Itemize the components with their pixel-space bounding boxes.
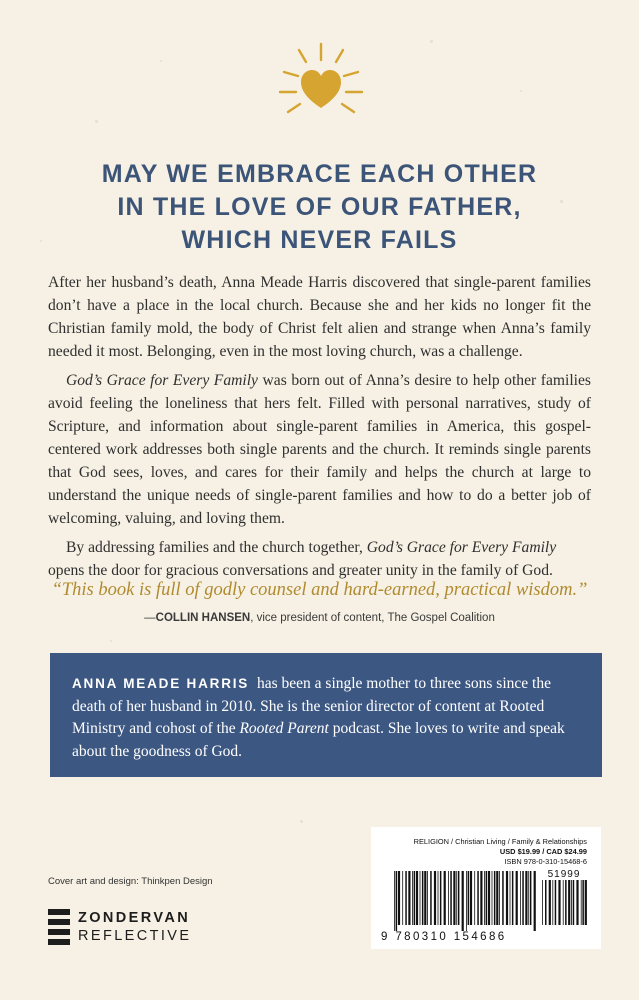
- heart-sun-icon: [276, 40, 366, 120]
- headline: [0, 158, 639, 257]
- barcode-bar: [512, 871, 514, 925]
- barcode-bar: [549, 880, 551, 925]
- barcode-bar: [502, 871, 504, 925]
- barcode-bar: [516, 871, 518, 925]
- barcode-bar: [416, 871, 418, 925]
- paper-speck: [520, 90, 522, 92]
- description-paragraph: After her husband’s death, Anna Meade Harris discovered that single-parent families don’t have a place in the local church. Because she and her kids no longer fit the Christian family mold, the body of Christ felt alien and strange when Anna’s family needed it most. Belonging, even in the most loving church, was a challenge.: [48, 274, 591, 360]
- paragraph-text: was born out of Anna’s desire to help other families avoid feeling the loneliness that hers felt. Filled with personal narratives, study of Scripture, and information about single-parent families in America, this gospel-centered work addresses both single parents and the church. It reminds single parents that God sees, loves, and cares for their family and helps the church at large to understand the unique needs of single-parent families and how to do a better job of welcoming, valuing, and loving them.: [48, 372, 591, 527]
- publisher-imprint: REFLECTIVE: [78, 928, 192, 944]
- barcode-bar: [444, 871, 446, 925]
- barcode-bar: [571, 880, 572, 925]
- barcode-bar: [450, 871, 452, 925]
- barcode-bar: [484, 871, 485, 925]
- barcode-bar: [563, 880, 564, 925]
- barcode-bar: [528, 871, 529, 925]
- barcode-bar: [427, 871, 428, 925]
- barcode-bar: [424, 871, 426, 925]
- headline-line: IN THE LOVE OF OUR FATHER,: [117, 193, 522, 221]
- paper-speck: [95, 120, 98, 123]
- price-addon-number: 51999: [547, 869, 581, 880]
- barcode-number: 9 780310 154686: [381, 931, 507, 943]
- barcode-bar: [468, 871, 470, 925]
- barcode-bar: [568, 880, 570, 925]
- barcode-bar: [412, 871, 413, 925]
- attribution-dash: —: [144, 612, 156, 624]
- barcode-bar: [414, 871, 416, 925]
- paper-speck: [430, 40, 433, 43]
- barcode-bar: [499, 871, 500, 925]
- barcode-bar: [510, 871, 511, 925]
- author-name: ANNA MEADE HARRIS: [72, 676, 250, 691]
- barcode-bar: [430, 871, 432, 925]
- barcode-bar: [422, 871, 424, 925]
- publisher-name: ZONDERVAN: [78, 910, 191, 926]
- isbn: ISBN 978-0-310-15468-6: [504, 857, 587, 866]
- barcode-bar: [576, 880, 578, 925]
- barcode-bar: [488, 871, 490, 925]
- barcode-bar: [542, 880, 543, 925]
- design-credits: Cover art and design: Thinkpen Design: [48, 876, 213, 887]
- barcode-bar: [477, 871, 479, 925]
- book-description: [48, 271, 591, 588]
- author-bio: [72, 673, 580, 763]
- price: USD $19.99 / CAD $24.99: [499, 847, 587, 856]
- barcode-bar: [402, 871, 403, 925]
- barcode-bar: [534, 871, 536, 931]
- barcode-bar: [408, 871, 410, 925]
- barcode-bar: [581, 880, 582, 925]
- barcode-bar: [458, 871, 460, 925]
- paragraph-text: opens the door for gracious conversations and greater unity in the family of God.: [48, 562, 553, 579]
- barcode-bar: [486, 871, 488, 925]
- headline-line: WHICH NEVER FAILS: [181, 226, 458, 254]
- barcode-bar: [565, 880, 567, 925]
- barcode-bar: [525, 871, 527, 925]
- bio-text: podcast. She loves to write and speak about the goodness of God.: [72, 720, 565, 760]
- barcode-bar: [506, 871, 508, 925]
- barcode-panel: [371, 827, 601, 949]
- barcode-bar: [462, 871, 464, 931]
- barcode-bar: [492, 871, 493, 925]
- barcode-bar: [453, 871, 455, 925]
- isbn-barcode: [393, 871, 537, 931]
- barcode-bar: [522, 871, 524, 925]
- paper-speck: [300, 820, 303, 823]
- description-paragraph: [48, 369, 591, 530]
- barcode-bar: [440, 871, 442, 925]
- barcode-bar: [573, 880, 575, 925]
- barcode-bar: [496, 871, 498, 925]
- zondervan-logo-icon: [48, 909, 70, 945]
- barcode-bar: [480, 871, 482, 925]
- endorsement-quote: “This book is full of godly counsel and hard-earned, practical wisdom.”: [51, 580, 588, 600]
- bio-text: has been a single mother to three sons since the death of her husband in 2010. She is the senior director of content at Rooted Ministry and cohost of the: [72, 675, 551, 737]
- barcode-bar: [405, 871, 407, 925]
- barcode-bar: [582, 880, 584, 925]
- bisac-category: RELIGION / Christian Living / Family & Relationships: [413, 837, 587, 846]
- barcode-bar: [434, 871, 436, 925]
- price-addon-barcode: [541, 880, 587, 931]
- barcode-bar: [470, 871, 472, 925]
- barcode-bar: [466, 871, 467, 931]
- podcast-title: Rooted Parent: [239, 720, 329, 737]
- book-title: God’s Grace for Every Family: [66, 372, 258, 389]
- barcode-bar: [456, 871, 457, 925]
- paper-speck: [160, 60, 162, 62]
- barcode-bar: [420, 871, 421, 925]
- barcode-bar: [398, 871, 400, 925]
- barcode-bar: [552, 880, 553, 925]
- barcode-bar: [520, 871, 521, 925]
- barcode-bar: [448, 871, 449, 925]
- barcode-bar: [494, 871, 496, 925]
- paragraph-text: By addressing families and the church together,: [66, 539, 367, 556]
- barcode-bar: [396, 871, 398, 931]
- author-bio-box: [50, 653, 602, 777]
- paper-speck: [110, 640, 112, 642]
- barcode-bar: [558, 880, 560, 925]
- barcode-bar: [530, 871, 532, 925]
- barcode-bar: [394, 871, 395, 931]
- barcode-bar: [555, 880, 557, 925]
- barcode-bar: [585, 880, 587, 925]
- endorsement-attribution: [0, 612, 639, 624]
- publisher-logo: [48, 908, 248, 948]
- barcode-bar: [438, 871, 439, 925]
- headline-line: MAY WE EMBRACE EACH OTHER: [101, 160, 538, 188]
- barcode-bar: [545, 880, 547, 925]
- endorser-name: COLLIN HANSEN: [155, 612, 251, 624]
- description-paragraph: [48, 536, 591, 582]
- book-title: God’s Grace for Every Family: [366, 539, 557, 556]
- barcode-bar: [474, 871, 475, 925]
- endorser-role: , vice president of content, The Gospel Coalition: [250, 612, 495, 624]
